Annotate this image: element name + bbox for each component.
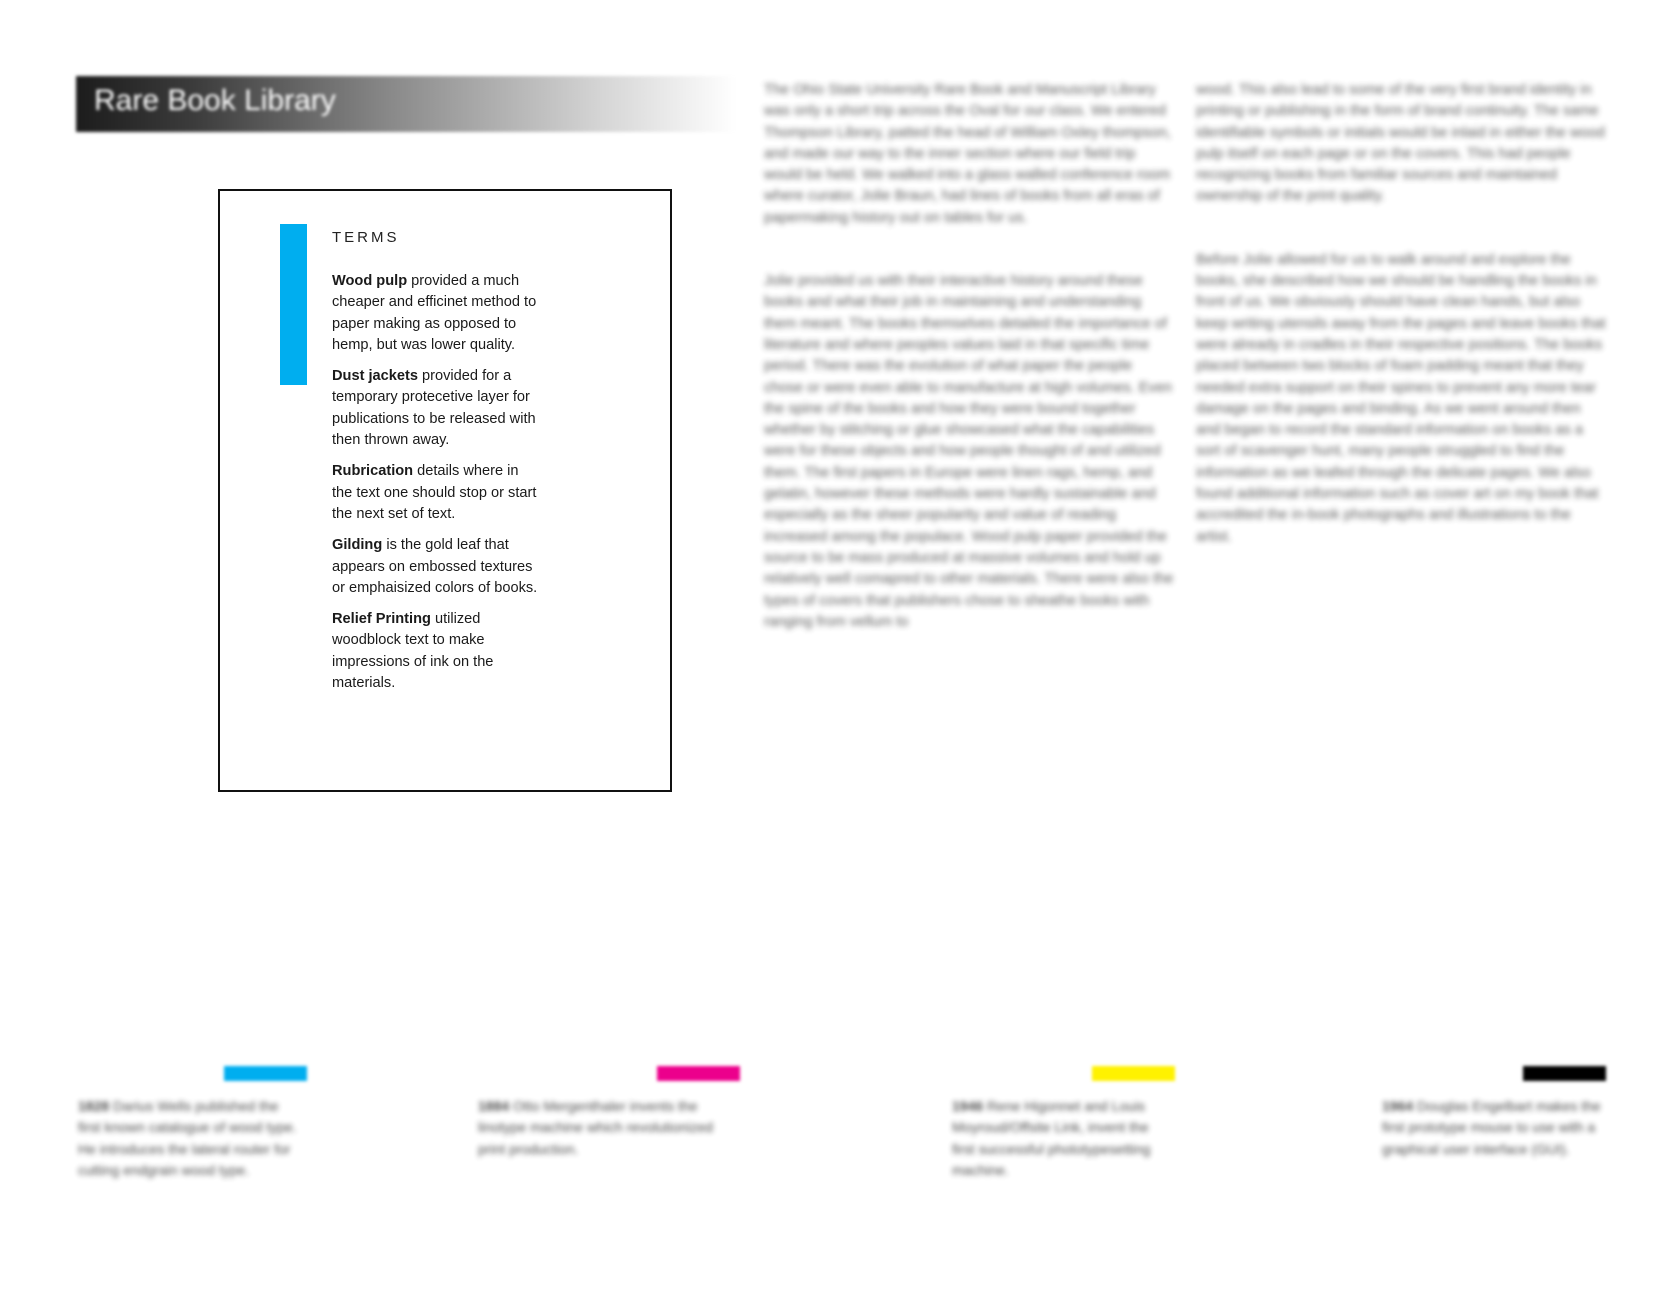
term-name: Wood pulp: [332, 273, 408, 289]
timeline-color-bar: [1523, 1066, 1606, 1081]
timeline-description: Rene Higonnet and Louis Moyroud/Offsite Link, invent the first successful phototypesetting machine.: [952, 1098, 1151, 1178]
timeline-description: Otto Mergenthaler invents the linotype machine which revolutionized print production.: [478, 1098, 714, 1157]
article-paragraph: Jolie provided us with their interactive history around these books and what their job in maintaining and understanding them meant. The books themselves detailed the importance of literature and where peoples values laid in that specific time period. There was the evolution of what paper the people chose or were even able to manufacture at high volumes. Even the spine of the books and how they were bound together whether by stitching or glue showcased what the capabilities were for these objects and how people thought of and utilized them. The first papers in Europe were linen rags, hemp, and gelatin, however these methods were hardly sustainable and especially as the sheer popularity and value of reading increased among the populace. Wood pulp paper provided the source to be mass produced at massive volumes and hold up relatively well comapred to other materials. There were also the types of covers that publishers chose to sheathe books with ranging from vellum to: [764, 273, 1174, 630]
timeline-color-bar: [1092, 1066, 1175, 1081]
timeline-description: Douglas Engelbart makes the first prototype mouse to use with a graphical user interface (GUI).: [1382, 1098, 1601, 1157]
article-column-2: [1196, 80, 1606, 590]
term-name: Dust jackets: [332, 368, 418, 385]
timeline-entry: [952, 1096, 1167, 1181]
term-definition: provided a much cheaper and efficinet method to paper making as opposed to hemp, but was lower quality.: [332, 273, 537, 353]
term-definition: details where in the text one should stop or start the next set of text.: [332, 463, 537, 522]
timeline-year: 1828: [78, 1098, 110, 1114]
term-item: [332, 366, 542, 451]
term-name: Gilding: [332, 537, 383, 554]
term-item: [332, 271, 542, 356]
timeline-description: Darius Wells published the first known catalogue of wood type. He introduces the lateral router for cutting endgrain wood type.: [78, 1098, 297, 1178]
terms-heading: TERMS: [332, 229, 400, 246]
term-definition: is the gold leaf that appears on embossed textures or emphaisized colors of books.: [332, 537, 538, 596]
timeline-color-bar: [224, 1066, 307, 1081]
term-name: Rubrication: [332, 463, 414, 480]
timeline-entry: [1382, 1096, 1602, 1160]
article-column-1: [764, 80, 1174, 675]
timeline-year: 1884: [478, 1098, 510, 1114]
banner-title: Rare Book Library: [94, 84, 336, 117]
timeline-color-bar: [657, 1066, 740, 1081]
term-item: [332, 535, 542, 599]
term-name: Relief Printing: [332, 611, 431, 628]
term-definition: provided for a temporary protecetive layer for publications to be released with then thrown away.: [332, 368, 536, 449]
terms-accent-bar: [280, 224, 307, 385]
term-item: [332, 461, 542, 525]
timeline-year: 1946: [952, 1098, 984, 1114]
timeline-entry: [478, 1096, 740, 1160]
terms-box: [218, 189, 672, 792]
term-definition: utilized woodblock text to make impressions of ink on the materials.: [332, 611, 494, 692]
timeline-entry: [78, 1096, 300, 1181]
terms-list: [332, 271, 542, 704]
term-item: [332, 609, 542, 694]
title-banner: [76, 76, 736, 132]
article-paragraph: wood. This also lead to some of the very first brand identity in printing or publishing in the form of brand continuity. The same identifiable symbols or initials would be inlaid in either the wood pulp itself on each page or on the covers. This had people recognizing books from familiar sources and maintained ownership of the print quality.: [1196, 82, 1605, 205]
article-paragraph: Before Jolie allowed for us to walk around and explore the books, she described how we should be handling the books in front of us. We obviously should have clean hands, but also keep writing utensils away from the pages and leave books that were already in cradles in their respective positions. The books placed between two blocks of foam padding meant that they needed extra support on their spines to prevent any more tear damage on the pages and binding. As we went around then and began to record the standard information on books as a sort of scavenger hunt, many people struggled to find the information as we leafed through the delicate pages. We also found additional information such as cover art on my book that accredited the in-book photographs and illustrations to the artist.: [1196, 251, 1606, 545]
timeline-year: 1964: [1382, 1098, 1414, 1114]
article-paragraph: The Ohio State University Rare Book and Manuscript Library was only a short trip across the Oval for our class. We entered Thompson Library, patted the head of William Oxley thompson, and made our way to the inner section where our field trip would be held. We walked into a glass walled conference room where curator, Jolie Braun, had lines of books from all eras of papermaking history out on tables for us.: [764, 82, 1171, 226]
